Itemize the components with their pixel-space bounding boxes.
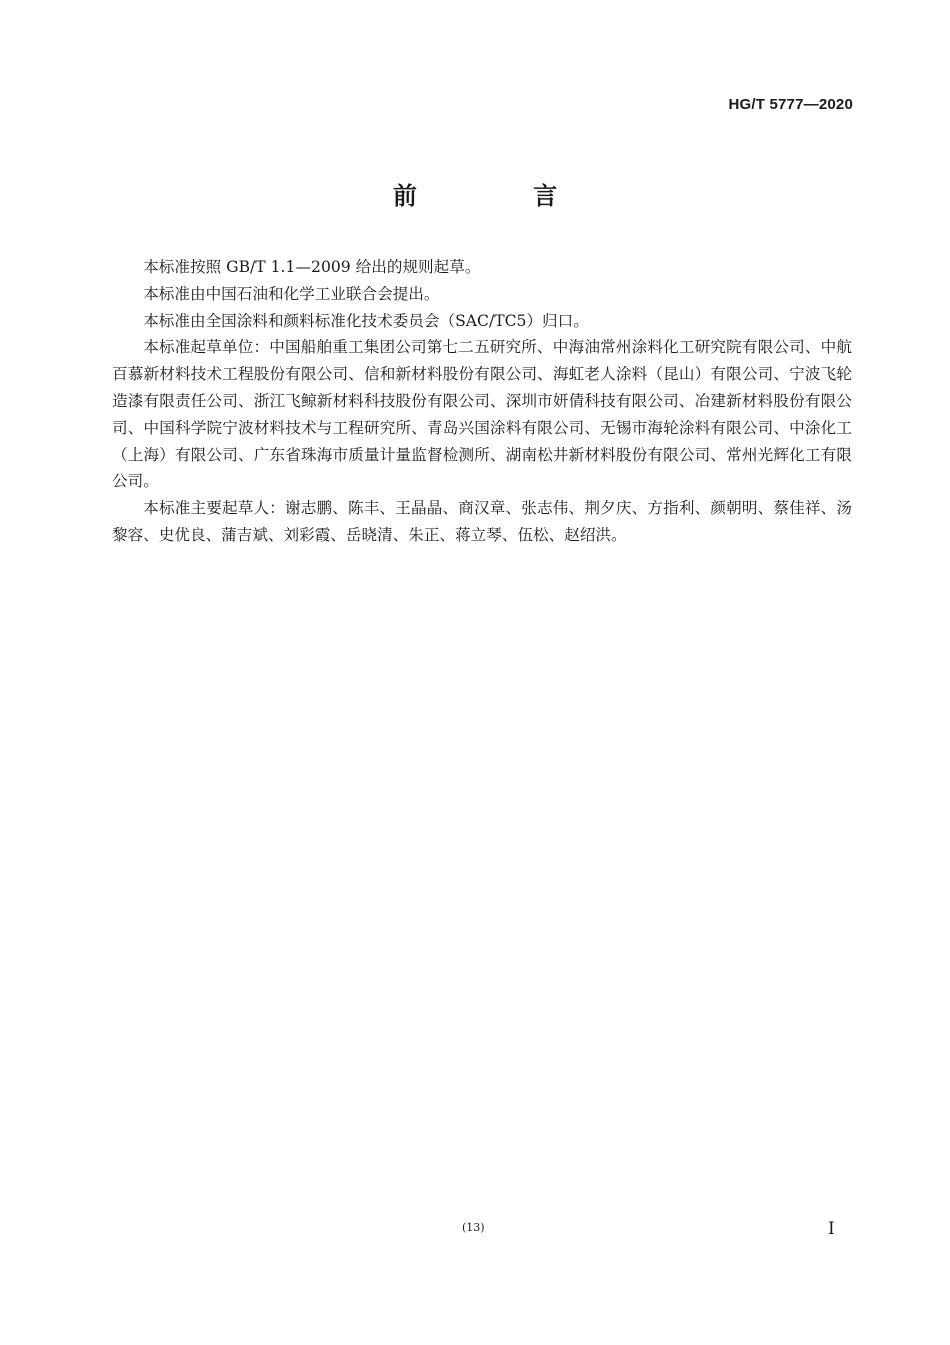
page-title: 前 言 (392, 182, 612, 210)
page-number: I (828, 1219, 835, 1239)
paragraph-committee: 本标准由全国涂料和颜料标准化技术委员会（SAC/TC5）归口。 (143, 311, 589, 330)
paragraph-proposer: 本标准由中国石油和化学工业联合会提出。 (143, 284, 440, 303)
document-body (112, 254, 852, 549)
page-marker: (13) (462, 1221, 485, 1234)
standard-code: HG/T 5777—2020 (728, 96, 853, 113)
paragraph-drafting-rules: 本标准按照 GB/T 1.1—2009 给出的规则起草。 (143, 258, 481, 276)
paragraph-drafting-units: 本标准起草单位：中国船舶重工集团公司第七二五研究所、中海油常州涂料化工研究院有限公司、中航百慕新材料技术工程股份有限公司、信和新材料股份有限公司、海虹老人涂料（昆山）有限公司、宁波飞轮造漆有限责任公司、浙江飞鲸新材料科技股份有限公司、深圳市妍倩科技有限公司、冶建新材料股份有限公司、中国科学院宁波材料技术与工程研究所、青岛兴国涂料有限公司、无锡市海轮涂料有限公司、中涂化工（上海）有限公司、广东省珠海市质量计量监督检测所、湖南松井新材料股份有限公司、常州光辉化工有限公司。 (112, 338, 852, 491)
paragraph-drafters: 本标准主要起草人：谢志鹏、陈丰、王晶晶、商汉章、张志伟、荆夕庆、方指利、颜朝明、蔡佳祥、汤黎容、史优良、蒲吉斌、刘彩霞、岳晓清、朱正、蒋立琴、伍松、赵绍洪。 (112, 499, 852, 544)
